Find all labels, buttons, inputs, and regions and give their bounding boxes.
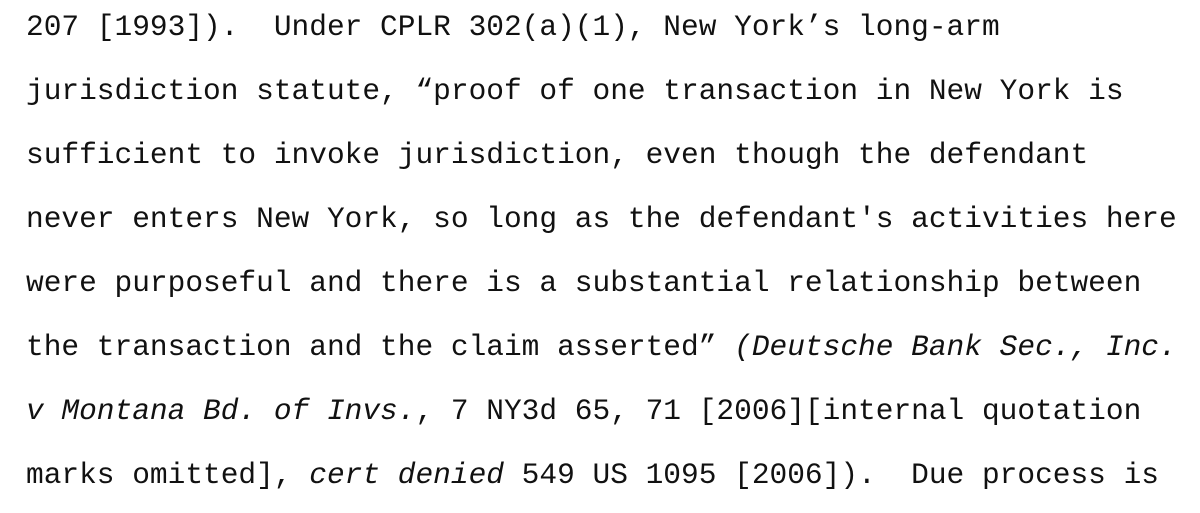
text-segment: were purposeful and there is a substantial relationship between xyxy=(26,266,1142,300)
text-line xyxy=(26,394,1141,428)
text-segment: 207 [1993]). Under CPLR 302(a)(1), New York’s long-arm xyxy=(26,10,1000,44)
text-line xyxy=(26,74,1124,108)
text-line xyxy=(26,138,1088,172)
citation-case-name: v Montana Bd. of Invs. xyxy=(26,394,416,428)
text-segment: sufficient to invoke jurisdiction, even though the defendant xyxy=(26,138,1089,172)
text-line xyxy=(26,202,1177,236)
text-segment: the transaction and the claim asserted” xyxy=(26,330,735,364)
citation-signal: cert denied xyxy=(309,458,504,492)
text-segment: marks omitted], xyxy=(26,458,310,492)
citation-case-name: (Deutsche Bank Sec., Inc. xyxy=(734,330,1177,364)
text-line xyxy=(26,330,1177,364)
text-segment: , 7 NY3d 65, 71 [2006][internal quotation xyxy=(415,394,1142,428)
text-line xyxy=(26,266,1141,300)
text-line xyxy=(26,10,1000,44)
text-segment: 549 US 1095 [2006]). Due process is xyxy=(503,458,1159,492)
text-segment: jurisdiction statute, “proof of one transaction in New York is xyxy=(26,74,1124,108)
text-segment: never enters New York, so long as the defendant's activities here xyxy=(26,202,1177,236)
text-line xyxy=(26,458,1159,492)
